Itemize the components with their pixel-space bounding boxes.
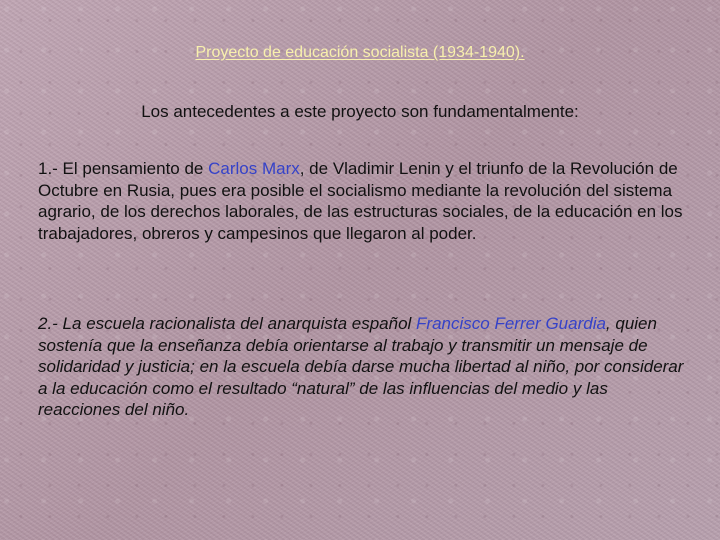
paragraph-two xyxy=(38,313,688,421)
paragraph-one-prefix: 1.- El pensamiento de xyxy=(38,159,209,178)
francisco-ferrer-guardia-link[interactable]: Francisco Ferrer Guardia xyxy=(416,314,606,333)
slide-title: Proyecto de educación socialista (1934-1940). xyxy=(195,44,525,61)
intro-text: Los antecedentes a este proyecto son fundamentalmente: xyxy=(141,102,579,121)
paragraph-one-text: , de Vladimir Lenin y el triunfo de la Revolución de Octubre en Rusia, pues era posible el socialismo mediante la revolución del sistema agrario, de los derechos laborales, de las estructuras sociales, de la educación en los trabajadores, obreros y campesinos que llegaron al poder. xyxy=(38,159,683,243)
paragraph-two-prefix: 2.- La escuela racionalista del anarquista español xyxy=(38,314,417,333)
paragraph-two-text: , quien sostenía que la enseñanza debía orientarse al trabajo y transmitir un mensaje de solidaridad y justicia; en la escuela debía darse mucha libertad al niño, por considerar a la educación como el resultado “natural” de las influencias del medio y las reacciones del niño. xyxy=(38,314,684,419)
paragraph-one xyxy=(38,158,688,244)
carlos-marx-link[interactable]: Carlos Marx xyxy=(208,159,300,178)
